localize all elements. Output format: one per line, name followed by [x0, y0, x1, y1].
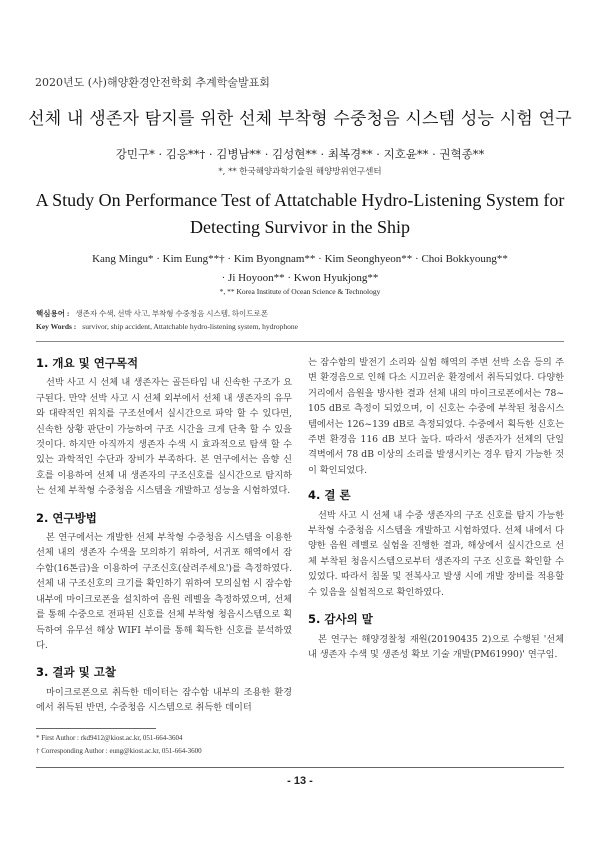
section-4-heading: 4. 결 론 — [308, 488, 351, 503]
footnote-divider — [36, 728, 156, 729]
title-divider — [36, 341, 564, 342]
section-3-body-left: 마이크로폰으로 취득한 데이터는 잠수함 내부의 조용한 환경에서 취득된 반면, 수중청음 시스템으로 취득한 데이터 — [36, 686, 292, 714]
section-5-heading: 5. 감사의 말 — [308, 612, 373, 627]
korean-affiliation: *, ** 한국해양과학기술원 해양방위연구센터 — [218, 167, 382, 177]
english-authors-line2: · Ji Hoyoon** · Kwon Hyukjong** — [221, 272, 379, 284]
section-2-body: 본 연구에서는 개발한 선체 부착형 수중청음 시스템을 이용한 선체 내의 생존자 수색을 모의하기 위하여, 서귀포 해역에서 잠수함(16톤급)을 이용하여 구조신호(살려주세요')를 측정하였다. 선체 내 구조신호의 크기를 확인하기 위하여 모의실험 시 잠수함 내부에 마이크로폰을 설치하여 음원 레벨을 측정하였으며, 선체를 통해 수중으로 전파된 신호를 선체 부착형 청음시스템으로 획득하여 유무선 해상 WIFI 부이를 통해 획득한 신호를 분석하였다. — [36, 532, 292, 651]
footnote-corresponding-author: † Corresponding Author : eung@kiost.ac.kr, 051-664-3600 — [36, 747, 202, 755]
footnote-first-author: * First Author : rkd9412@kiost.ac.kr, 051-664-3604 — [36, 734, 183, 742]
english-title — [0, 187, 600, 241]
korean-title: 선체 내 생존자 탐지를 위한 선체 부착형 수중청음 시스템 성능 시험 연구 — [28, 109, 572, 129]
english-authors — [0, 250, 600, 288]
footer-divider — [36, 767, 564, 768]
english-authors-line1: Kang Mingu* · Kim Eung**† · Kim Byongnam** · Kim Seonghyeon** · Choi Bokkyoung** — [92, 253, 508, 265]
section-1-heading: 1. 개요 및 연구목적 — [36, 356, 139, 370]
conference-header: 2020년도 (사)해양환경안전학회 추계학술발표회 — [35, 76, 270, 89]
english-keywords-label: Key Words : — [36, 322, 77, 331]
right-column — [308, 355, 564, 662]
section-3-heading: 3. 결과 및 고찰 — [36, 665, 116, 680]
korean-keywords — [36, 308, 268, 320]
section-4-body: 선박 사고 시 선체 내 수중 생존자의 구조 신호를 탐지 가능한 부착형 수중청음 시스템을 개발하고 시험하였다. 선체 내에서 다양한 음원 레벨로 실험을 진행한 결과, 해상에서 실시간으로 선체 부착된 청음시스템으로부터 생존자의 구조 신호를 확인할 수 있었다. 따라서 침몰 및 전복사고 발생 시에 개발 장비를 적용할 수 있음을 실험적으로 확인하였다. — [308, 509, 564, 598]
korean-keywords-text: 생존자 수색, 선박 사고, 부착형 수중청음 시스템, 하이드로폰 — [75, 309, 268, 318]
left-column — [36, 356, 292, 716]
section-1-body: 선박 사고 시 선체 내 생존자는 골든타임 내 신속한 구조가 요구된다. 만약 선박 사고 시 선체 외부에서 선체 내 생존자의 유무와 대략적인 위치를 구조선에서 실시간으로 파악 할 수 있다면, 신속한 상황 판단이 가능하여 구조 시간을 크게 단축 할 수 있을 것이다. 하지만 아직까지 생존자 수색 시 효과적으로 탐색 할 수 있는 과학적인 수단과 장비가 부족하다. 본 연구에서는 음향 신호를 이용하여 선체 내 생존자의 구조신호를 실시간으로 탐지하는 선체 부착형 수중청음 시스템을 개발하고 성능을 시험하였다. — [36, 377, 292, 497]
english-affiliation: *, ** Korea Institute of Ocean Science & Technology — [219, 287, 381, 296]
section-2-heading: 2. 연구방법 — [36, 510, 97, 525]
english-keywords — [36, 321, 298, 333]
english-title-line1: A Study On Performance Test of Attatchable Hydro-Listening System for — [35, 190, 565, 210]
page-number: - 13 - — [287, 775, 313, 787]
english-title-line2: Detecting Survivor in the Ship — [190, 217, 410, 237]
section-3-body-right: 는 잠수함의 발전기 소리와 실험 해역의 주변 선박 소음 등의 주변 환경음으로 인해 다소 시끄러운 환경에서 취득되었다. 다양한 거리에서 음원을 방사한 결과 선체 내의 마이크로폰에서는 78~ 105 dB로 측정이 되었으며, 이 신호는 수중에 부착된 청음시스템에서는 126~139 dB로 측정되었다. 수중에서 획득한 신호는 주변 환경음 116 dB 보다 높다. 따라서 생존자가 선체의 단일 격벽에서 78 dB 이상의 소리를 발생시키는 경우 탐지 가능한 것이 확인되었다. — [308, 357, 564, 476]
korean-authors: 강민구* · 김응**† · 김병남** · 김성현** · 최복경** · 지호윤** · 권혁종** — [115, 147, 485, 161]
section-5-body: 본 연구는 해양경찰청 재원(20190435 2)으로 수행된 '선체 내 생존자 수색 및 생존성 확보 기술 개발(PM61990)' 연구임. — [308, 633, 564, 660]
english-keywords-text: survivor, ship accident, Attatchable hydro-listening system, hydrophone — [82, 322, 298, 331]
korean-keywords-label: 핵심용어 : — [36, 309, 70, 318]
